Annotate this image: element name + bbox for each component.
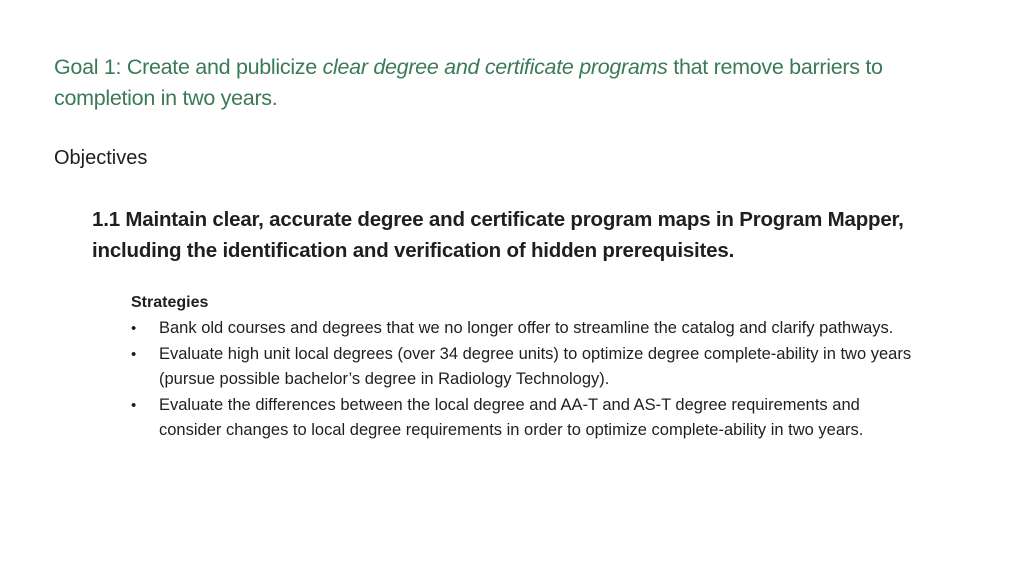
strategy-text: Evaluate high unit local degrees (over 34 degree units) to optimize degree complete-ability in two years (pursue possible bachelor’s degree in Radiology Technology). [159,344,912,388]
strategy-list [131,316,921,444]
bullet-icon: • [131,320,137,337]
bullet-icon: • [131,345,137,363]
strategies-section [131,292,921,444]
strategies-title: Strategies [131,294,209,311]
goal-emphasis: clear degree and certificate programs [322,55,668,79]
goal-heading [54,52,954,114]
goal-suffix: that remove barriers to completion in two years. [54,55,883,110]
list-item [131,393,921,444]
list-item [131,316,921,342]
bullet-icon: • [131,396,137,414]
objective-1-1: 1.1 Maintain clear, accurate degree and certificate program maps in Program Mapper, including the identification and verification of hidden prerequisites. [92,208,904,262]
goal-prefix: Goal 1: Create and publicize [54,55,323,79]
objectives-heading: Objectives [54,147,148,169]
list-item [131,342,921,393]
strategy-text: Bank old courses and degrees that we no longer offer to streamline the catalog and clarify pathways. [159,319,894,337]
strategy-text: Evaluate the differences between the local degree and AA-T and AS-T degree requirements and consider changes to local degree requirements in order to optimize complete-ability in two years. [159,395,864,439]
